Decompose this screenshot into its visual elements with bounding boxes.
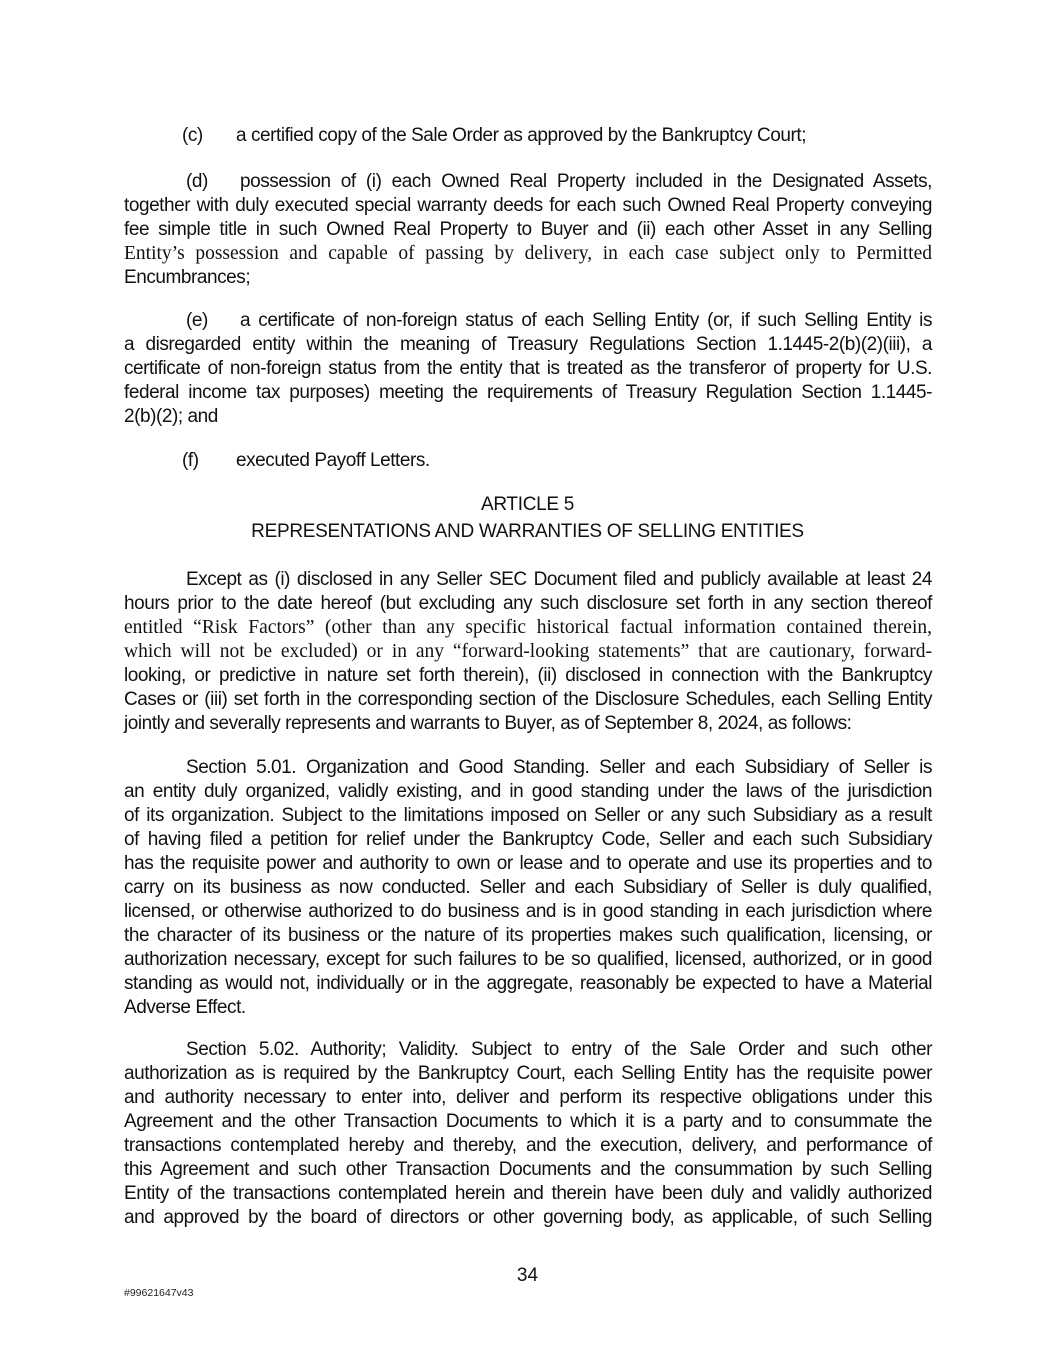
article-number: ARTICLE 5 bbox=[480, 494, 575, 515]
paragraph-line: certificate of non-foreign status from the entity that is treated as the transferor of property for U.S. bbox=[124, 358, 932, 379]
item-text: executed Payoff Letters. bbox=[236, 450, 430, 471]
paragraph-line: Entity’s possession and capable of passing by delivery, in each case subject only to Permitted bbox=[124, 243, 932, 264]
item-label: (d) bbox=[186, 171, 208, 192]
paragraph-line: carry on its business as now conducted. Seller and each Subsidiary of Seller is duly qualified, bbox=[124, 877, 932, 898]
section-5-02 bbox=[124, 1038, 932, 1230]
paragraph-line: of having filed a petition for relief under the Bankruptcy Code, Seller and each such Subsidiary bbox=[124, 829, 932, 850]
paragraph-line bbox=[124, 309, 932, 333]
item-text: a certified copy of the Sale Order as approved by the Bankruptcy Court; bbox=[236, 125, 807, 146]
paragraph-line: 2(b)(2); and bbox=[124, 406, 218, 427]
paragraph-line: together with duly executed special warranty deeds for each such Owned Real Property conveying bbox=[124, 195, 932, 216]
item-e bbox=[124, 309, 932, 429]
paragraph-line: Except as (i) disclosed in any Seller SEC Document filed and publicly available at least 24 bbox=[186, 569, 932, 590]
paragraph-line: this Agreement and such other Transaction Documents and the consummation by such Selling bbox=[124, 1159, 932, 1180]
paragraph-line: has the requisite power and authority to own or lease and to operate and use its properties and to bbox=[124, 853, 932, 874]
section-heading-line: Section 5.01. Organization and Good Standing. Seller and each Subsidiary of Seller is bbox=[186, 757, 932, 778]
paragraph-line: transactions contemplated hereby and thereby, and the execution, delivery, and performance of bbox=[124, 1135, 932, 1156]
item-f bbox=[182, 449, 430, 473]
paragraph-line: Encumbrances; bbox=[124, 267, 251, 288]
paragraph-line: and approved by the board of directors or other governing body, as applicable, of such Selling bbox=[124, 1207, 932, 1228]
item-label: (e) bbox=[186, 310, 208, 331]
item-text: a certificate of non-foreign status of each Selling Entity (or, if such Selling Entity is bbox=[240, 310, 932, 331]
document-id: #99621647v43 bbox=[124, 1287, 194, 1299]
item-d bbox=[124, 170, 932, 290]
page-number: 34 bbox=[516, 1265, 539, 1286]
paragraph-line: Adverse Effect. bbox=[124, 997, 246, 1018]
paragraph-line: standing as would not, individually or in the aggregate, reasonably be expected to have a Material bbox=[124, 973, 932, 994]
paragraph-line bbox=[124, 170, 932, 194]
paragraph-line: Agreement and the other Transaction Documents to which it is a party and to consummate the bbox=[124, 1111, 932, 1132]
section-5-01 bbox=[124, 756, 932, 1020]
paragraph-line: which will not be excluded) or in any “forward-looking statements” that are cautionary, forward- bbox=[124, 641, 932, 662]
paragraph-line: a disregarded entity within the meaning of Treasury Regulations Section 1.1445-2(b)(2)(iii), a bbox=[124, 334, 932, 355]
intro-paragraph bbox=[124, 568, 932, 736]
paragraph-line: the character of its business or the nature of its properties makes such qualification, licensing, or bbox=[124, 925, 932, 946]
paragraph-line: looking, or predictive in nature set forth therein), (ii) disclosed in connection with the Bankruptcy bbox=[124, 665, 932, 686]
paragraph-line: an entity duly organized, validly existing, and in good standing under the laws of the jurisdiction bbox=[124, 781, 932, 802]
paragraph-line: jointly and severally represents and warrants to Buyer, as of September 8, 2024, as follows: bbox=[124, 713, 852, 734]
paragraph-line: of its organization. Subject to the limitations imposed on Seller or any such Subsidiary as a result bbox=[124, 805, 932, 826]
paragraph-line: authorization necessary, except for such failures to be so qualified, licensed, authorized, or in good bbox=[124, 949, 932, 970]
item-label: (c) bbox=[182, 125, 203, 146]
section-heading-line: Section 5.02. Authority; Validity. Subject to entry of the Sale Order and such other bbox=[186, 1039, 932, 1060]
item-c bbox=[182, 124, 806, 148]
paragraph-line: federal income tax purposes) meeting the requirements of Treasury Regulation Section 1.1445- bbox=[124, 382, 932, 403]
article-title: REPRESENTATIONS AND WARRANTIES OF SELLING ENTITIES bbox=[251, 521, 804, 542]
paragraph-line: and authority necessary to enter into, deliver and perform its respective obligations under this bbox=[124, 1087, 932, 1108]
item-text: possession of (i) each Owned Real Property included in the Designated Assets, bbox=[240, 171, 932, 192]
paragraph-line: licensed, or otherwise authorized to do business and is in good standing in each jurisdiction where bbox=[124, 901, 932, 922]
paragraph-line: Entity of the transactions contemplated herein and therein have been duly and validly authorized bbox=[124, 1183, 932, 1204]
paragraph-line: hours prior to the date hereof (but excluding any such disclosure set forth in any section thereof bbox=[124, 593, 932, 614]
paragraph-line: fee simple title in such Owned Real Property to Buyer and (ii) each other Asset in any Selling bbox=[124, 219, 932, 240]
paragraph-line: Cases or (iii) set forth in the corresponding section of the Disclosure Schedules, each Selling Entity bbox=[124, 689, 932, 710]
paragraph-line: authorization as is required by the Bankruptcy Court, each Selling Entity has the requisite power bbox=[124, 1063, 932, 1084]
item-label: (f) bbox=[182, 450, 199, 471]
paragraph-line: entitled “Risk Factors” (other than any specific historical factual information contained therein, bbox=[124, 617, 932, 638]
